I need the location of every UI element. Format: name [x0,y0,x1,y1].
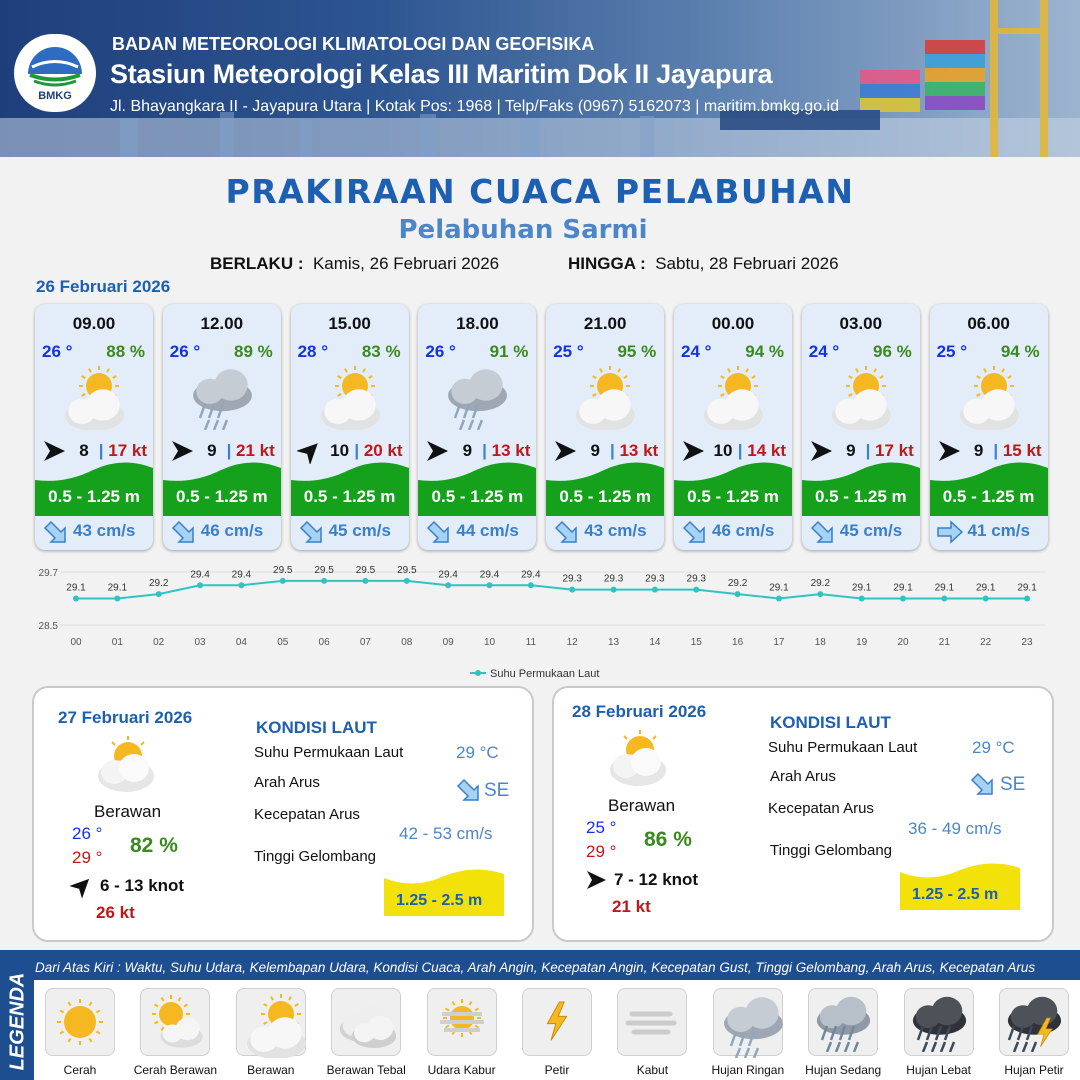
arrow-se-icon [297,518,325,550]
current-speed: 46 cm/s [712,521,775,540]
sst-data-point [941,596,947,602]
x-tick-label: 23 [1021,637,1033,648]
sst-data-point [817,591,823,597]
gust-speed: 21 kt [612,897,651,916]
x-tick-label: 16 [732,637,744,648]
sst-data-point [156,591,162,597]
gust-speed: | 15 kt [993,441,1042,460]
day-forecast-28 [552,686,1054,942]
sst-series-line [76,581,1027,599]
gust-value: 17 kt [108,441,147,460]
sst-data-label: 29.1 [66,582,86,594]
x-tick-label: 14 [649,637,661,648]
legend-item [427,988,497,1056]
forecast-time: 06.00 [967,314,1010,333]
legend-item [522,988,592,1056]
humidity: 96 % [873,342,912,361]
x-tick-label: 09 [442,637,454,648]
current-direction-label: Arah Arus [770,768,836,785]
humidity: 91 % [489,342,529,361]
x-tick-label: 12 [566,637,578,648]
wave-height: 0.5 - 1.25 m [559,487,652,506]
humidity: 89 % [234,342,273,361]
gust-speed: | 17 kt [865,441,914,460]
sst-data-label: 29.3 [562,573,582,585]
legend-item [45,988,115,1056]
wind-speed: 9 [846,441,856,460]
valid-to [568,254,839,274]
sst-value: 29 °C [456,743,499,762]
sst-data-point [735,591,741,597]
hujan-ringan-icon [442,364,514,435]
hujan-lebat-icon [909,992,969,1057]
forecast-card [546,304,664,550]
sst-data-point [611,587,617,593]
condition-label: Berawan [608,796,676,815]
legend-item-label: Kabut [636,1063,669,1077]
gust-value: 14 kt [747,441,786,460]
air-temperature: 25 ° [553,342,584,361]
temp-min: 25 ° [586,818,617,837]
wind-speed: 7 - 12 knot [614,870,699,889]
sst-data-point [280,578,286,584]
hujan-ringan-icon [187,364,259,435]
current-speed: 43 cm/s [584,521,647,540]
kondisi-laut-title: KONDISI LAUT [256,718,377,737]
day-date: 27 Februari 2026 [58,708,193,727]
x-tick-label: 13 [607,637,620,648]
current-speed: 43 cm/s [73,521,136,540]
forecast-card [291,304,409,550]
wave-height: 0.5 - 1.25 m [303,487,396,506]
current-speed: 46 cm/s [200,521,264,540]
sst-data-point [652,587,658,593]
valid-to-label: HINGGA : [568,254,646,273]
wave-height: 0.5 - 1.25 m [48,487,140,506]
current-direction: SE [484,780,510,801]
sst-data-label: 29.4 [231,569,252,581]
gust-speed: | 17 kt [98,441,147,460]
wind-direction-icon [584,868,608,892]
berawan-tebal-icon [336,992,396,1057]
bmkg-logo [14,34,96,112]
arrow-se-icon [968,770,996,798]
sst-label: Suhu Permukaan Laut [768,739,918,756]
sst-line-chart [0,560,1080,686]
legend-side-label [3,960,31,1080]
legend-item-label: Hujan Sedang [805,1063,882,1077]
kabut-icon [622,992,682,1057]
sst-data-point [238,582,244,588]
x-tick-label: 21 [938,637,950,648]
valid-from-value: Kamis, 26 Februari 2026 [312,254,500,273]
arrow-se-icon [552,518,580,550]
current-speed: 45 cm/s [328,521,391,540]
arrow-se-icon [808,518,836,550]
forecast-time: 12.00 [200,314,244,333]
gust-value: 21 kt [236,441,275,460]
temp-max: 29 ° [72,848,103,867]
arrow-e-icon [936,518,964,550]
sst-data-point [528,582,534,588]
sst-data-point [445,582,451,588]
legend-item-label: Udara Kabur [427,1063,496,1077]
gust-speed: | 14 kt [737,441,786,460]
legend-item [808,988,878,1056]
legend-item-label: Cerah [63,1063,97,1077]
station-name: Stasiun Meteorologi Kelas III Maritim Dok II Jayapura [110,59,773,89]
x-tick-label: 01 [111,637,123,648]
sst-data-label: 29.5 [314,564,334,576]
condition-label: Berawan [94,802,162,821]
page-title: PRAKIRAAN CUACA PELABUHAN [225,172,855,211]
station-address: Jl. Bhayangkara II - Jayapura Utara | Kotak Pos: 1968 | Telp/Faks (0967) 5162073 | maritim.bmkg.go.id [110,98,839,115]
legend-item [617,988,687,1056]
sst-data-label: 29.1 [893,582,913,594]
sst-data-label: 29.5 [397,564,417,576]
legend-swatch-dot [475,670,481,676]
humidity: 83 % [361,342,401,361]
current-direction: SE [1000,774,1026,795]
forecast-time: 21.00 [583,314,627,333]
sst-label: Suhu Permukaan Laut [254,744,404,761]
gust-value: 20 kt [363,441,403,460]
hujan-petir-icon [1004,992,1064,1057]
forecast-time: 00.00 [711,314,755,333]
air-temperature: 26 ° [425,342,456,361]
sst-data-point [487,582,493,588]
x-tick-label: 19 [856,637,868,648]
udara-kabur-icon [432,992,492,1057]
air-temperature: 26 ° [169,342,201,361]
sst-data-label: 29.4 [521,569,541,581]
sst-data-label: 29.5 [273,564,293,576]
gust-speed: | 20 kt [354,441,403,460]
forecast-card [930,304,1048,550]
current-speed: 42 - 53 cm/s [399,824,493,843]
humidity: 86 % [644,828,692,851]
forecast-card [802,304,920,550]
legend-item [999,988,1069,1056]
air-temperature: 24 ° [681,342,712,361]
berawan-icon [604,730,674,790]
wind-speed: 6 - 13 knot [100,876,185,895]
berawan-icon [570,364,642,435]
legend-items [34,980,1080,1080]
day-forecast-27 [32,686,534,942]
sst-data-point [114,596,120,602]
wave-height: 1.25 - 2.5 m [396,892,483,909]
sst-data-point [362,578,368,584]
sst-data-label: 29.1 [975,582,996,594]
bmkg-emblem-icon [14,34,96,90]
y-tick-label: 29.7 [38,568,58,579]
cerah-icon [50,992,110,1057]
sst-data-point [900,596,906,602]
forecast-time: 15.00 [328,314,371,333]
x-tick-label: 20 [897,637,909,648]
wave-height-label: Tinggi Gelombang [254,848,377,865]
legend-item-label: Berawan Tebal [326,1063,406,1077]
sst-data-point [321,578,327,584]
x-tick-label: 15 [690,637,702,648]
sst-value: 29 °C [972,738,1015,757]
chart-legend-label: Suhu Permukaan Laut [490,668,600,680]
sst-data-label: 29.2 [727,578,748,590]
forecast-card [35,304,153,550]
x-tick-label: 10 [483,637,496,648]
sst-data-point [859,596,865,602]
sst-data-label: 29.3 [603,573,624,585]
y-tick-label: 28.5 [38,621,58,632]
sst-data-point [197,582,203,588]
sst-data-point [73,596,79,602]
humidity: 94 % [745,342,784,361]
valid-from-label: BERLAKU : [210,254,304,273]
sst-data-label: 29.4 [438,569,458,581]
agency-name: BADAN METEOROLOGI KLIMATOLOGI DAN GEOFISIKA [112,34,595,54]
x-tick-label: 11 [525,637,537,648]
temp-min: 26 ° [72,824,103,843]
gust-speed: | 13 kt [609,441,659,460]
sst-data-label: 29.4 [479,569,500,581]
x-tick-label: 08 [401,637,413,648]
humidity: 88 % [106,342,145,361]
forecast-card [418,304,536,550]
wave-height: 0.5 - 1.25 m [687,487,779,506]
wave-height: 0.5 - 1.25 m [431,487,524,506]
current-speed-label: Kecepatan Arus [768,800,874,817]
sst-data-point [569,587,575,593]
arrow-se-icon [41,518,69,550]
day-date: 28 Februari 2026 [572,702,707,721]
sst-data-point [983,596,989,602]
wind-speed: 10 [330,441,350,460]
sst-data-label: 29.1 [107,582,128,594]
forecast-time: 03.00 [839,314,883,333]
arrow-se-icon [169,518,197,550]
x-tick-label: 17 [773,637,785,648]
wind-speed: 9 [590,441,600,460]
air-temperature: 24 ° [808,342,840,361]
wind-speed: 9 [462,441,473,460]
logo-text: BMKG [38,90,72,102]
sst-data-label: 29.1 [1017,582,1037,594]
sst-data-label: 29.2 [810,578,831,590]
wind-direction-icon [70,874,94,898]
legend-panel [0,950,1080,1080]
valid-from [210,254,499,274]
legend-item [713,988,783,1056]
legend-item-label: Hujan Lebat [906,1063,971,1077]
hujan-ringan-icon [718,992,790,1063]
berawan-icon [315,364,387,435]
sst-data-point [776,596,782,602]
wind-speed: 9 [973,441,984,460]
sst-data-point [404,578,410,584]
x-tick-label: 06 [318,637,330,648]
current-speed: 41 cm/s [967,521,1030,540]
cerah-berawan-icon [145,992,205,1057]
petir-icon [527,992,587,1057]
wave-height-label: Tinggi Gelombang [770,842,893,859]
legend-item [236,988,306,1056]
arrow-se-icon [454,776,482,804]
current-speed: 45 cm/s [839,521,903,540]
sst-data-label: 29.5 [355,564,376,576]
sst-data-label: 29.1 [934,582,955,594]
berawan-icon [826,364,898,435]
sst-data-label: 29.2 [148,578,169,590]
gust-value: 13 kt [491,441,531,460]
current-direction-label: Arah Arus [254,774,320,791]
sst-data-point [1024,596,1030,602]
wave-height: 0.5 - 1.25 m [942,487,1035,506]
current-speed: 36 - 49 cm/s [908,819,1002,838]
current-speed: 44 cm/s [456,521,519,540]
berawan-icon [698,364,770,435]
humidity: 94 % [1000,342,1040,361]
gust-value: 13 kt [619,441,659,460]
x-tick-label: 22 [980,637,992,648]
x-tick-label: 02 [153,637,165,648]
x-tick-label: 04 [235,637,247,648]
wave-height: 1.25 - 2.5 m [912,886,999,903]
sst-data-label: 29.3 [686,573,706,585]
legend-item [331,988,401,1056]
berawan-icon [954,364,1026,435]
gust-value: 17 kt [875,441,914,460]
gust-speed: 26 kt [96,903,135,922]
wave-height: 0.5 - 1.25 m [175,487,268,506]
wave-height: 0.5 - 1.25 m [814,487,907,506]
sst-data-label: 29.1 [769,582,789,594]
kondisi-laut-title: KONDISI LAUT [770,713,891,732]
legend-item-label: Cerah Berawan [133,1063,218,1077]
air-temperature: 26 ° [42,342,73,361]
humidity: 95 % [617,342,657,361]
sst-data-label: 29.3 [645,573,665,585]
forecast-card [674,304,792,550]
wind-speed: 8 [79,441,89,460]
sst-data-point [693,587,699,593]
temp-max: 29 ° [586,842,617,861]
forecast-time: 09.00 [72,314,116,333]
legend-item-label: Petir [544,1063,570,1077]
arrow-se-icon [424,518,452,550]
legend-description: Dari Atas Kiri : Waktu, Suhu Udara, Kelembapan Udara, Kondisi Cuaca, Arah Angin, Kecepatan Angin, Kecepatan Gust, Tinggi Gelombang, Arah Arus, Kecepatan Arus [35,960,1036,975]
gust-speed: | 13 kt [482,441,531,460]
legend-item [904,988,974,1056]
legend-item-label: Hujan Petir [1004,1063,1064,1077]
day1-date: 26 Februari 2026 [36,277,171,296]
port-name: Pelabuhan Sarmi [398,215,648,245]
x-tick-label: 03 [194,637,206,648]
legend-item-label: Berawan [247,1063,295,1077]
legend-item [140,988,210,1056]
legend-title: LEGENDA [6,972,29,1071]
forecast-card [163,304,281,550]
gust-speed: | 21 kt [226,441,275,460]
current-speed-label: Kecepatan Arus [254,806,360,823]
x-tick-label: 07 [359,637,372,648]
legend-item-label: Hujan Ringan [711,1063,785,1077]
valid-to-value: Sabtu, 28 Februari 2026 [655,254,839,273]
berawan-icon [59,364,131,435]
x-tick-label: 18 [814,637,826,648]
sst-data-label: 29.1 [851,582,872,594]
x-tick-label: 00 [70,637,82,648]
berawan-icon [92,736,162,796]
sst-data-label: 29.4 [190,569,210,581]
wind-speed: 9 [207,441,217,460]
gust-value: 15 kt [1002,441,1042,460]
hujan-sedang-icon [813,992,873,1057]
air-temperature: 25 ° [936,342,968,361]
wind-speed: 10 [713,441,733,460]
air-temperature: 28 ° [297,342,329,361]
arrow-se-icon [680,518,708,550]
forecast-time: 18.00 [456,314,499,333]
x-tick-label: 05 [277,637,289,648]
humidity: 82 % [130,834,178,857]
berawan-icon [241,992,313,1063]
header-banner [0,0,1080,157]
